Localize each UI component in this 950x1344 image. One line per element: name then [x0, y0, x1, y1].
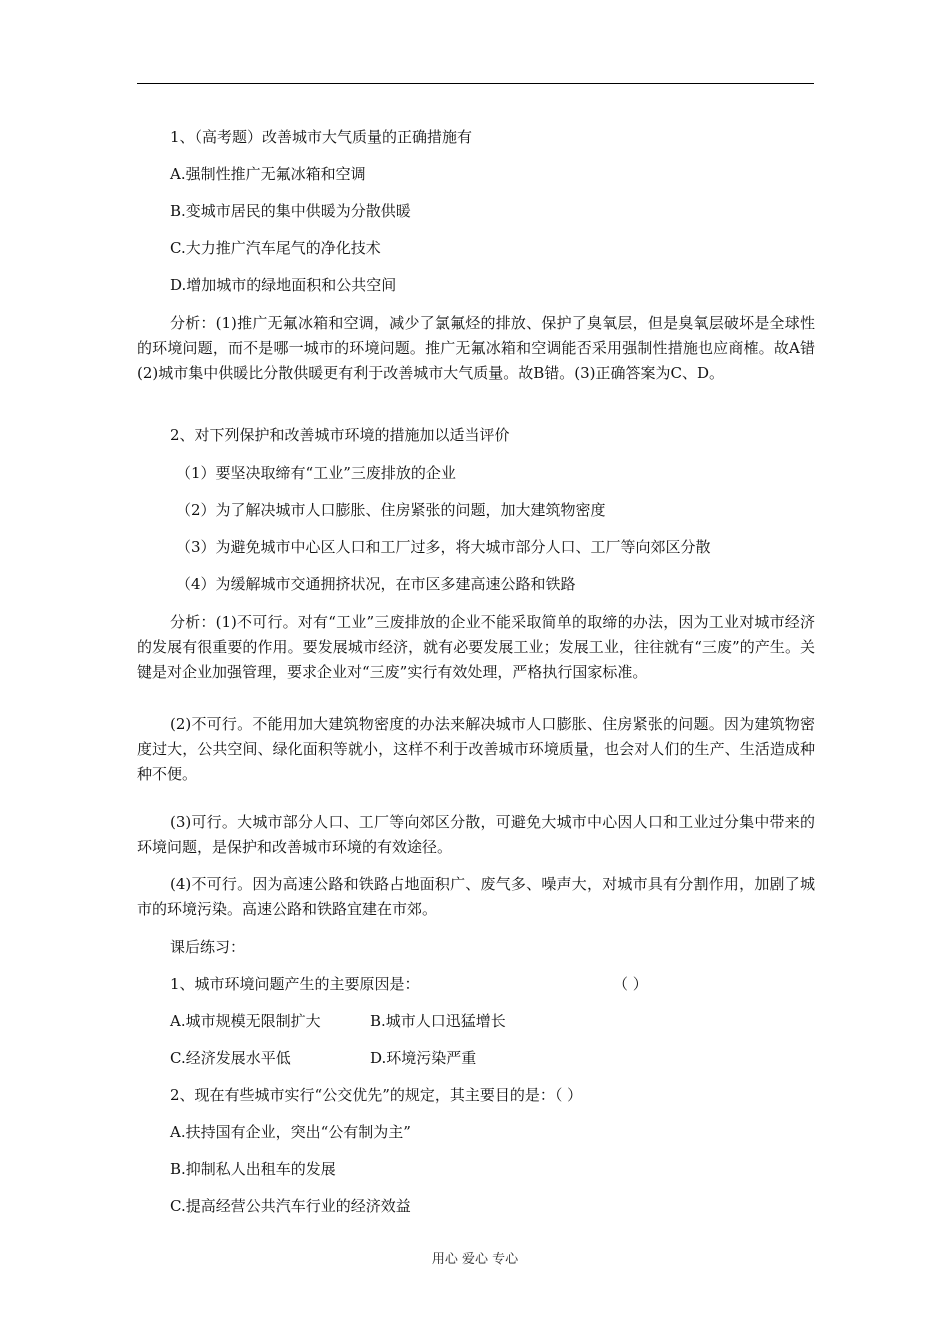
q2-item-3: （3）为避免城市中心区人口和工厂过多，将大城市部分人口、工厂等向郊区分散 — [176, 538, 711, 556]
q1-analysis: 分析：(1)推广无氟冰箱和空调，减少了氯氟烃的排放、保护了臭氧层，但是臭氧层破坏是全球性的环境问题，而不是哪一城市的环境问题。推广无氟冰箱和空调能否采用强制性措施也应商榷。故A错(2)城市集中供暖比分散供暖更有利于改善城市大气质量。故B错。(3)正确答案为C、D。 — [137, 314, 815, 382]
q2-analysis-3: (3)可行。大城市部分人口、工厂等向郊区分散，可避免大城市中心因人口和工业过分集中带来的环境问题，是保护和改善城市环境的有效途径。 — [137, 813, 815, 856]
e1-option-b: B.城市人口迅猛增长 — [370, 1012, 506, 1030]
q1-option-d: D.增加城市的绿地面积和公共空间 — [170, 276, 397, 294]
q1-option-c: C.大力推广汽车尾气的净化技术 — [170, 239, 381, 257]
e1-answer-bracket: （ ） — [613, 975, 648, 993]
e1-option-a: A.城市规模无限制扩大 — [170, 1012, 321, 1030]
q2-item-4: （4）为缓解城市交通拥挤状况，在市区多建高速公路和铁路 — [176, 575, 576, 593]
page-footer: 用心 爱心 专心 — [431, 1252, 519, 1267]
e1-option-d: D.环境污染严重 — [370, 1049, 477, 1067]
e1-question: 1、城市环境问题产生的主要原因是： — [170, 975, 420, 993]
q2-analysis-4: (4)不可行。因为高速公路和铁路占地面积广、废气多、噪声大，对城市具有分割作用，加剧了城市的环境污染。高速公路和铁路宜建在市郊。 — [137, 875, 815, 918]
e2-option-a: A.扶持国有企业，突出“公有制为主” — [170, 1123, 411, 1141]
q1-title: 1、（高考题）改善城市大气质量的正确措施有 — [170, 128, 473, 146]
e2-option-c: C.提高经营公共汽车行业的经济效益 — [170, 1197, 411, 1215]
e2-option-b: B.抑制私人出租车的发展 — [170, 1160, 336, 1178]
e1-option-c: C.经济发展水平低 — [170, 1049, 291, 1067]
q2-analysis-2: (2)不可行。不能用加大建筑物密度的办法来解决城市人口膨胀、住房紧张的问题。因为建筑物密度过大，公共空间、绿化面积等就小，这样不利于改善城市环境质量，也会对人们的生产、生活造成种种不便。 — [137, 715, 815, 783]
header-rule — [137, 83, 814, 84]
q2-item-1: （1）要坚决取缔有“工业”三废排放的企业 — [176, 464, 456, 482]
exercises-heading: 课后练习： — [170, 938, 246, 956]
q1-option-b: B.变城市居民的集中供暖为分散供暖 — [170, 202, 411, 220]
q1-option-a: A.强制性推广无氟冰箱和空调 — [170, 165, 366, 183]
q2-title: 2、对下列保护和改善城市环境的措施加以适当评价 — [170, 426, 510, 444]
e2-question: 2、现在有些城市实行“公交优先”的规定，其主要目的是：（ ） — [170, 1086, 583, 1104]
q2-analysis-1: 分析：(1)不可行。对有“工业”三废排放的企业不能采取简单的取缔的办法，因为工业对城市经济的发展有很重要的作用。要发展城市经济，就有必要发展工业；发展工业，往往就有“三废”的产生。关键是对企业加强管理，要求企业对“三废”实行有效处理，严格执行国家标准。 — [137, 613, 815, 681]
q2-item-2: （2）为了解决城市人口膨胀、住房紧张的问题，加大建筑物密度 — [176, 501, 606, 519]
